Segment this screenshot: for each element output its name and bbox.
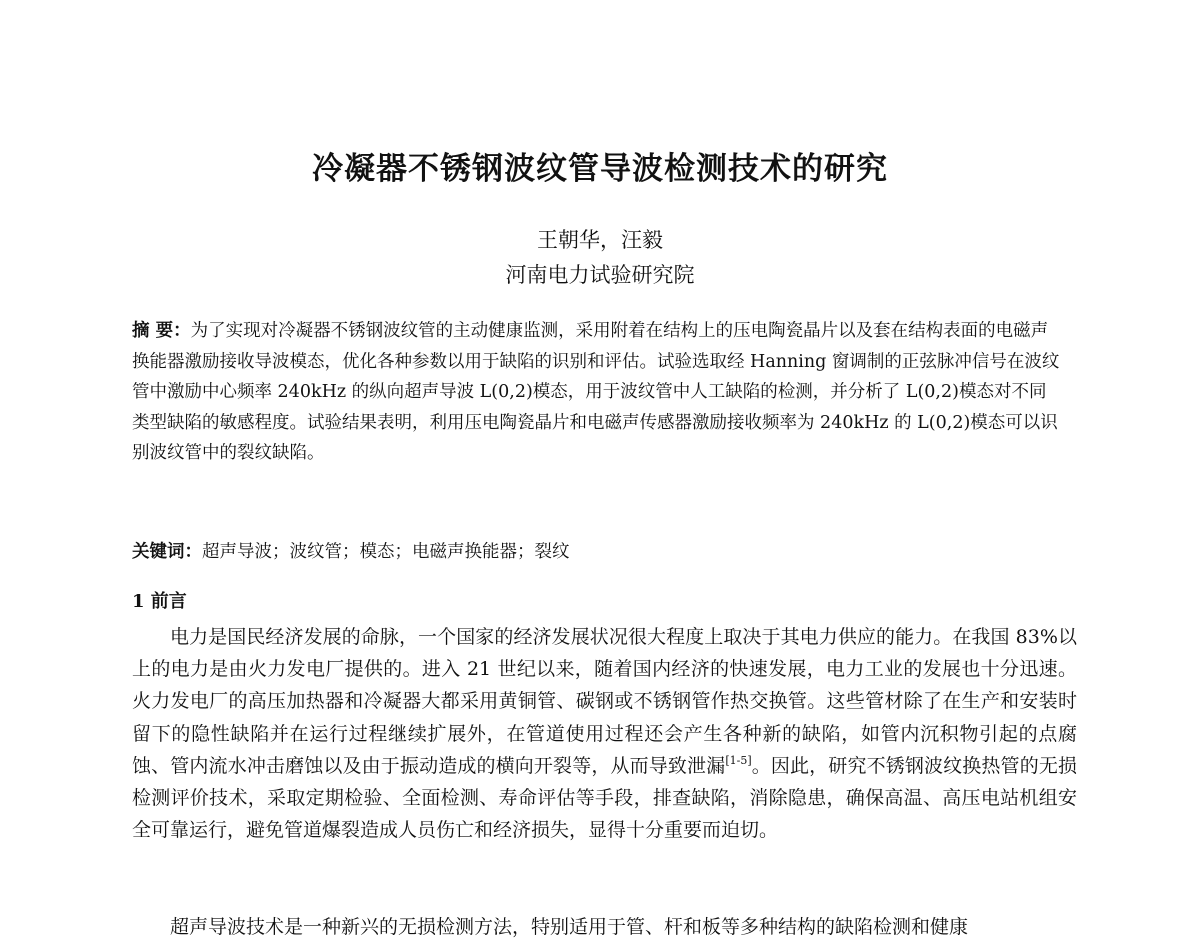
intro-p1-text-a: 电力是国民经济发展的命脉，一个国家的经济发展状况很大程度上取决于其电力供应的能力。在我国 83%以上的电力是由火力发电厂提供的。进入 21 世纪以来，随着国内经济的快速发展，电力工业的发展也十分迅速。火力发电厂的高压加热器和冷凝器大都采用黄铜管、碳钢或不锈钢管作热交换管。这些管材除了在生产和安装时留下的隐性缺陷并在运行过程继续扩展外，在管道使用过程还会产生各种新的缺陷，如管内沉积物引起的点腐蚀、管内流水冲击磨蚀以及由于振动造成的横向开裂等，从而导致泄漏 <box>132 626 1077 777</box>
intro-paragraph-1 <box>132 621 1077 846</box>
intro-p1-text-b: 。因此，研究不锈钢波纹换热管的无损检测评价技术，采取定期检验、全面检测、寿命评估等手段，排查缺陷，消除隐患，确保高温、高压电站机组安全可靠运行，避免管道爆裂造成人员伤亡和经济损失，显得十分重要而迫切。 <box>132 754 1077 842</box>
abstract <box>132 316 1062 469</box>
keywords <box>132 538 1062 566</box>
intro-paragraph-2 <box>132 911 1077 943</box>
abstract-label: 摘 要： <box>132 321 191 341</box>
paper-affiliation: 河南电力试验研究院 <box>505 263 695 287</box>
keywords-label: 关键词： <box>132 542 202 562</box>
abstract-text: 为了实现对冷凝器不锈钢波纹管的主动健康监测，采用附着在结构上的压电陶瓷晶片以及套在结构表面的电磁声换能器激励接收导波模态，优化各种参数以用于缺陷的识别和评估。试验选取经 Hanning 窗调制的正弦脉冲信号在波纹管中激励中心频率 240kHz 的纵向超声导波 L(0,2)模态，用于波纹管中人工缺陷的检测，并分析了 L(0,2)模态对不同类型缺陷的敏感程度。试验结果表明，利用压电陶瓷晶片和电磁声传感器激励接收频率为 240kHz 的 L(0,2)模态可以识别波纹管中的裂纹缺陷。 <box>132 321 1060 464</box>
citation-ref: [1-5] <box>725 753 752 767</box>
intro-p2-text: 超声导波技术是一种新兴的无损检测方法，特别适用于管、杆和板等多种结构的缺陷检测和健康 <box>170 916 969 938</box>
paper-title: 冷凝器不锈钢波纹管导波检测技术的研究 <box>312 151 888 187</box>
keywords-text: 超声导波；波纹管；模态；电磁声换能器；裂纹 <box>202 542 570 562</box>
paper-authors: 王朝华，汪毅 <box>537 228 663 252</box>
section-heading-intro: 1 前言 <box>132 591 187 612</box>
